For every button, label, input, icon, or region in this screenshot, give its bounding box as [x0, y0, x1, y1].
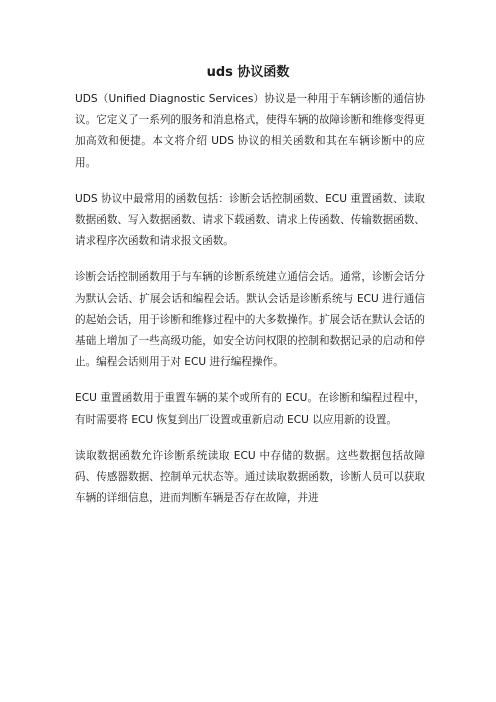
document-title: uds 协议函数: [206, 65, 290, 80]
paragraph-read-data: 读取数据函数允许诊断系统读取 ECU 中存储的数据。这些数据包括故障码、传感器数据、控制单元状态等。通过读取数据函数，诊断人员可以获取车辆的详细信息，进而判断车辆是否存在故障，并进: [75, 449, 425, 505]
paragraph-session-control: 诊断会话控制函数用于与车辆的诊断系统建立通信会话。通常，诊断会话分为默认会话、扩展会话和编程会话。默认会话是诊断系统与 ECU 进行通信的起始会话，用于诊断和维修过程中的大多数操作。扩展会话在默认会话的基础上增加了一些高级功能，如安全访问权限的控制和数据记录的启动和停止。编程会话则用于对 ECU 进行编程操作。: [75, 271, 425, 369]
paragraph-ecu-reset: ECU 重置函数用于重置车辆的某个或所有的 ECU。在诊断和编程过程中，有时需要将 ECU 恢复到出厂设置或重新启动 ECU 以应用新的设置。: [75, 392, 425, 426]
document-body: [75, 89, 425, 524]
paragraph-intro: UDS（Unified Diagnostic Services）协议是一种用于车辆诊断的通信协议。它定义了一系列的服务和消息格式，使得车辆的故障诊断和维修变得更加高效和便捷。本文将介绍 UDS 协议的相关函数和其在车辆诊断中的应用。: [75, 93, 425, 169]
paragraph-functions-list: UDS 协议中最常用的函数包括：诊断会话控制函数、ECU 重置函数、读取数据函数、写入数据函数、请求下载函数、请求上传函数、传输数据函数、请求程序次函数和请求报文函数。: [75, 192, 425, 248]
